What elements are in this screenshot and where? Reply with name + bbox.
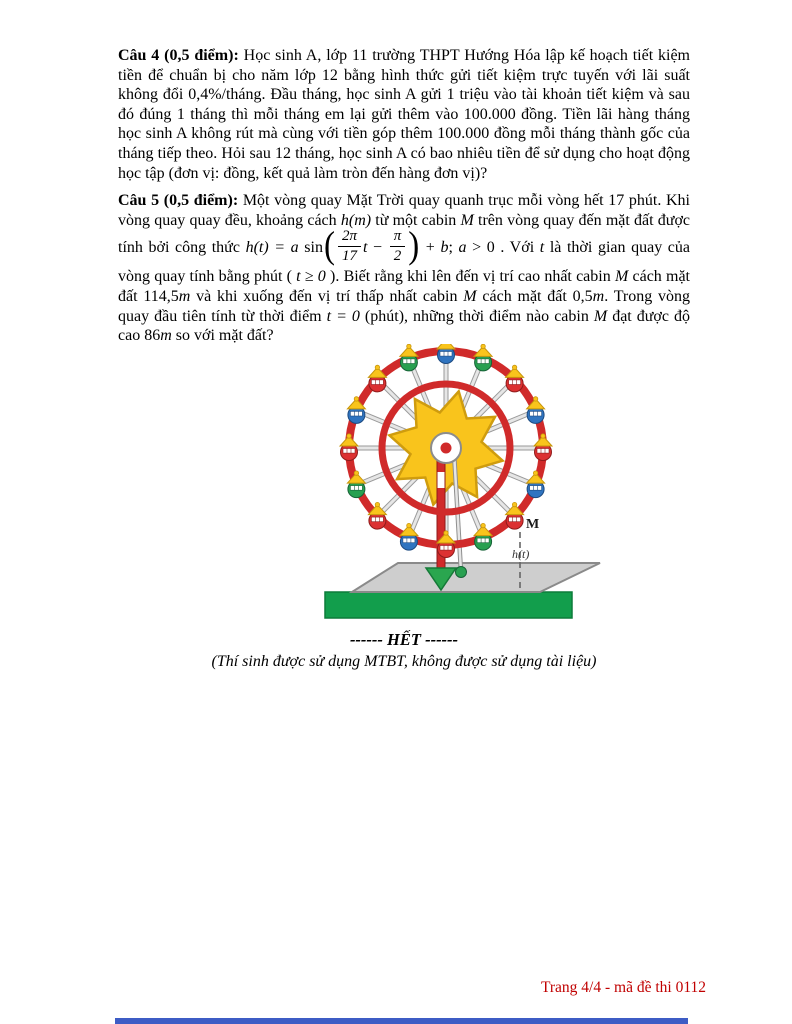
cabin-blue (437, 344, 455, 364)
fraction: $\frac{2\pi}{17}$ (338, 228, 361, 265)
cabin-m-label: M (526, 517, 540, 532)
text-segment: ; (448, 239, 459, 257)
text-segment: trên vòng quay đến mặt đất được tính bởi công thức (118, 211, 691, 257)
text-segment: M (614, 268, 629, 286)
text-segment: từ một cabin (371, 211, 461, 229)
text-segment: M (460, 211, 474, 229)
fraction: $\frac{\pi}{2}$ (390, 228, 406, 265)
text-segment: Câu 4 (0,5 điểm): (118, 47, 244, 64)
ferris-wheel-illustration (310, 344, 710, 624)
text-segment: + (420, 239, 441, 257)
text-segment: đạt được độ cao 86 (118, 307, 691, 345)
text-segment: và khi xuống đến vị trí thấp nhất cabin (190, 287, 464, 305)
text-segment: là thời gian quay của vòng quay tính bằng phút ( (118, 239, 691, 286)
page-footer: Trang 4/4 - mã đề thi 0112 (540, 979, 706, 996)
cabin-red (340, 434, 358, 461)
text-segment: ). Biết rằng khi lên đến vị trí cao nhất cabin (325, 268, 615, 286)
question-5-paragraph (118, 191, 690, 346)
ferris-wheel-figure (310, 344, 710, 624)
end-note: (Thí sinh được sử dụng MTBT, không được sử dụng tài liệu) (211, 653, 597, 670)
text-segment: Một vòng quay Mặt Trời quay quanh trục mỗi vòng hết 17 phút. Khi vòng quay quay đều, khoảng cách (118, 192, 690, 229)
text-segment: M (463, 287, 477, 305)
text-segment: h(t) = a (245, 239, 305, 257)
pole-white-band (438, 472, 445, 488)
text-segment: m (160, 327, 172, 345)
question-block (118, 46, 690, 354)
text-segment: cách mặt đất 114,5 (118, 268, 691, 305)
text-segment: sin (304, 239, 323, 257)
text-segment: m (178, 287, 191, 305)
text-segment: ( (323, 225, 335, 267)
text-segment: > 0 . Với (466, 239, 540, 257)
end-marker: ------ HẾT ------ (349, 630, 459, 649)
text-segment: . Trong vòng quay đầu tiên tính từ thời điểm (118, 287, 691, 325)
text-segment: t ≥ 0 (296, 268, 326, 286)
text-segment: Câu 5 (0,5 điểm): (118, 192, 243, 210)
wheel-hub-axle (441, 443, 452, 454)
text-segment: m (592, 287, 605, 305)
height-label: h(t) (512, 547, 530, 561)
text-segment: − (367, 239, 388, 257)
question-4-paragraph (118, 46, 690, 183)
text-segment: cách mặt đất 0,5 (476, 287, 593, 305)
text-segment: a (458, 239, 467, 257)
ground-strip (325, 592, 572, 618)
pole-base-cab (456, 567, 467, 578)
text-segment: (phút), những thời điểm nào cabin (359, 307, 594, 325)
text-segment: h(m) (340, 211, 372, 229)
text-segment: t = 0 (326, 307, 360, 325)
text-segment: t (539, 239, 545, 257)
text-segment: M (593, 307, 608, 325)
cabin-green (400, 344, 418, 371)
bottom-blue-bar (115, 1018, 688, 1024)
cabin-green (474, 344, 492, 371)
cabin-red (534, 434, 552, 461)
text-segment: so với mặt đất? (171, 327, 274, 345)
text-segment: Học sinh A, lớp 11 trường THPT Hướng Hóa lập kế hoạch tiết kiệm tiền để chuẩn bị cho năm lớp 12 bằng hình thức gửi tiết kiệm trực tuyến với lãi suất không đổi 0,4%/tháng. Đầu tháng, học sinh A gửi 1 triệu vào tài khoản tiết kiệm và sau đó đúng 1 tháng thì mỗi tháng em lại gửi thêm vào 100.000 đồng. Tiền lãi hàng tháng học sinh A không rút mà cùng với tiền góp thêm 100.000 đồng mỗi tháng thành gốc của tháng tiếp theo. Hỏi sau 12 tháng, học sinh A có bao nhiêu tiền để sử dụng cho hoạt động học tập (đơn vị: đồng, kết quả làm tròn đến hàng đơn vị)? (118, 47, 691, 182)
platform (352, 563, 600, 592)
text-segment: ) (408, 225, 420, 267)
text-segment: b (440, 239, 449, 257)
text-segment: t (362, 239, 368, 257)
